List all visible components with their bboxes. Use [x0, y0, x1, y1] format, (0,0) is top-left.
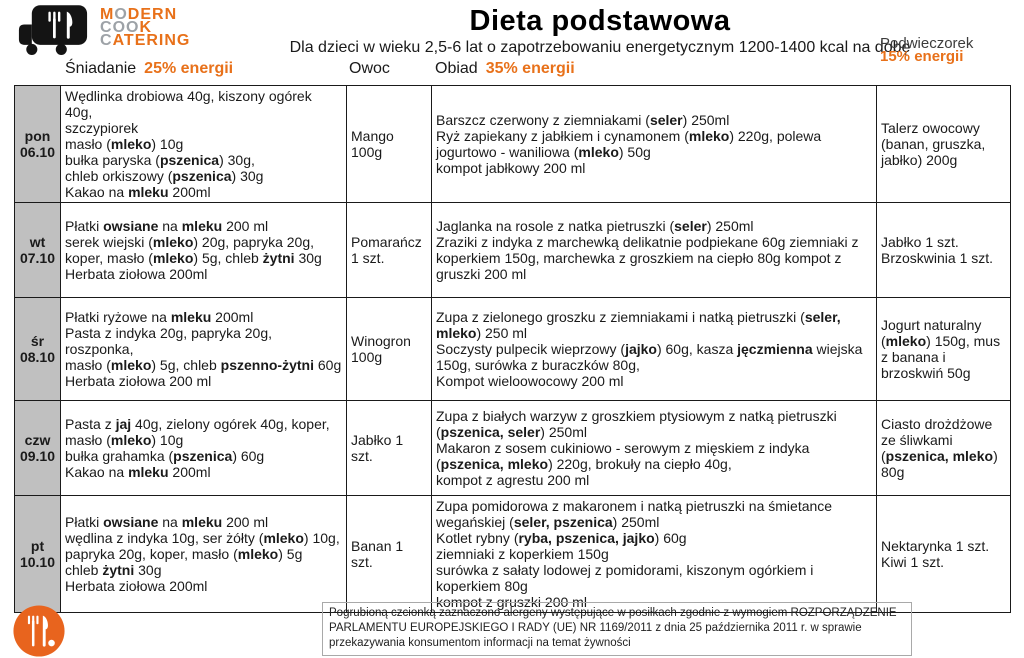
lunch-cell: Zupa z zielonego groszku z ziemniakami i natką pietruszki (seler, mleko) 250 ml Soczysty pulpecik wieprzowy (jajko) 60g, kasza jęczmienna wiejska 150g, surówka z buraczków 80g, Kompot wieloowocowy 200 ml — [432, 298, 877, 401]
lunch-energy-label: 35% energii — [485, 60, 575, 77]
snack-label-clipped: Podwieczorek — [880, 35, 974, 52]
day-cell: pt 10.10 — [15, 496, 61, 613]
column-header-lunch — [435, 60, 575, 78]
table-row — [15, 496, 1011, 613]
lunch-cell: Jaglanka na rosole z natka pietruszki (seler) 250ml Zraziki z indyka z marchewką delikatnie podpiekane 60g ziemniaki z koperkiem 150g, marchewka z groszkiem na ciepło 80g kompot z gruszki 200 ml — [432, 203, 877, 298]
column-header-breakfast — [65, 60, 233, 78]
brand-line-modern: MODERN — [100, 6, 178, 23]
breakfast-cell: Płatki ryżowe na mleku 200ml Pasta z indyka 20g, papryka 20g, roszponka, masło (mleko) 5g, chleb pszenno-żytni 60g Herbata ziołowa 200 ml — [61, 298, 347, 401]
column-header-fruit — [349, 60, 390, 78]
brand-line-catering: CATERING — [100, 32, 191, 49]
truck-logo-icon — [18, 4, 88, 58]
snack-cell: Nektarynka 1 szt. Kiwi 1 szt. — [877, 496, 1011, 613]
table-row — [15, 86, 1011, 203]
fruit-cell: Mango 100g — [347, 86, 432, 203]
breakfast-label: Śniadanie — [65, 60, 137, 77]
snack-cell: Talerz owocowy (banan, gruszka, jabłko) 200g — [877, 86, 1011, 203]
breakfast-cell: Płatki owsiane na mleku 200 ml serek wiejski (mleko) 20g, papryka 20g, koper, masło (mleko) 5g, chleb żytni 30g Herbata ziołowa 200ml — [61, 203, 347, 298]
column-header-snack — [880, 35, 974, 65]
lunch-cell: Barszcz czerwony z ziemniakami (seler) 250ml Ryż zapiekany z jabłkiem i cynamonem (mleko) 220g, polewa jogurtowo - waniliowa (mleko) 50g kompot jabłkowy 200 ml — [432, 86, 877, 203]
day-cell: czw 09.10 — [15, 401, 61, 496]
fruit-cell: Winogron 100g — [347, 298, 432, 401]
brand-wordmark — [100, 8, 190, 47]
day-cell: pon 06.10 — [15, 86, 61, 203]
table-row — [15, 203, 1011, 298]
breakfast-cell: Płatki owsiane na mleku 200 ml wędlina z indyka 10g, ser żółty (mleko) 10g, papryka 20g, koper, masło (mleko) 5g chleb żytni 30g Herbata ziołowa 200ml — [61, 496, 347, 613]
table-row — [15, 401, 1011, 496]
fruit-cell: Pomarańcz 1 szt. — [347, 203, 432, 298]
allergen-note: Pogrubioną czcionką zaznaczono alergeny występujące w posiłkach zgodnie z wymogiem ROZPORZĄDZENIE PARLAMENTU EUROPEJSKIEGO I RADY (UE) NR 1169/2011 z dnia 25 października 2011 r. w sprawie przekazywania konsumentom informacji na temat żywności — [322, 602, 912, 656]
fork-knife-badge-icon — [12, 604, 66, 658]
breakfast-energy-label: 25% energii — [144, 60, 234, 77]
menu-table — [14, 85, 1011, 613]
breakfast-cell: Pasta z jaj 40g, zielony ogórek 40g, koper, masło (mleko) 10g bułka grahamka (pszenica) 60g Kakao na mleku 200ml — [61, 401, 347, 496]
day-cell: śr 08.10 — [15, 298, 61, 401]
snack-energy-label: 15% energii — [880, 48, 964, 65]
lunch-label: Obiad — [435, 60, 478, 77]
snack-cell: Jabłko 1 szt. Brzoskwinia 1 szt. — [877, 203, 1011, 298]
page-subtitle: Dla dzieci w wieku 2,5-6 lat o zapotrzebowaniu energetycznym 1200-1400 kcal na dobę — [289, 39, 911, 56]
day-cell: wt 07.10 — [15, 203, 61, 298]
brand-line-cook: COOK — [100, 19, 153, 36]
breakfast-cell: Wędlinka drobiowa 40g, kiszony ogórek 40g, szczypiorek masło (mleko) 10g bułka paryska (pszenica) 30g, chleb orkiszowy (pszenica) 30g Kakao na mleku 200ml — [61, 86, 347, 203]
fruit-label: Owoc — [349, 60, 390, 77]
fruit-cell: Jabłko 1 szt. — [347, 401, 432, 496]
lunch-cell: Zupa pomidorowa z makaronem i natką pietruszki na śmietance wegańskiej (seler, pszenica) 250ml Kotlet rybny (ryba, pszenica, jajko) 60g ziemniaki z koperkiem 150g surówka z sałaty lodowej z pomidorami, kiszonym ogórkiem i koperkiem 80g kompot z gruszki 200 ml — [432, 496, 877, 613]
snack-cell: Ciasto drożdżowe ze śliwkami (pszenica, mleko) 80g — [877, 401, 1011, 496]
title-block — [260, 5, 940, 57]
page-title: Dieta podstawowa — [469, 5, 731, 37]
snack-cell: Jogurt naturalny (mleko) 150g, mus z banana i brzoskwiń 50g — [877, 298, 1011, 401]
lunch-cell: Zupa z białych warzyw z groszkiem ptysiowym z natką pietruszki (pszenica, seler) 250ml Makaron z sosem cukiniowo - serowym z mięskiem z indyka (pszenica, mleko) 220g, brokuły na ciepło 40g, kompot z agrestu 200 ml — [432, 401, 877, 496]
table-row — [15, 298, 1011, 401]
fruit-cell: Banan 1 szt. — [347, 496, 432, 613]
